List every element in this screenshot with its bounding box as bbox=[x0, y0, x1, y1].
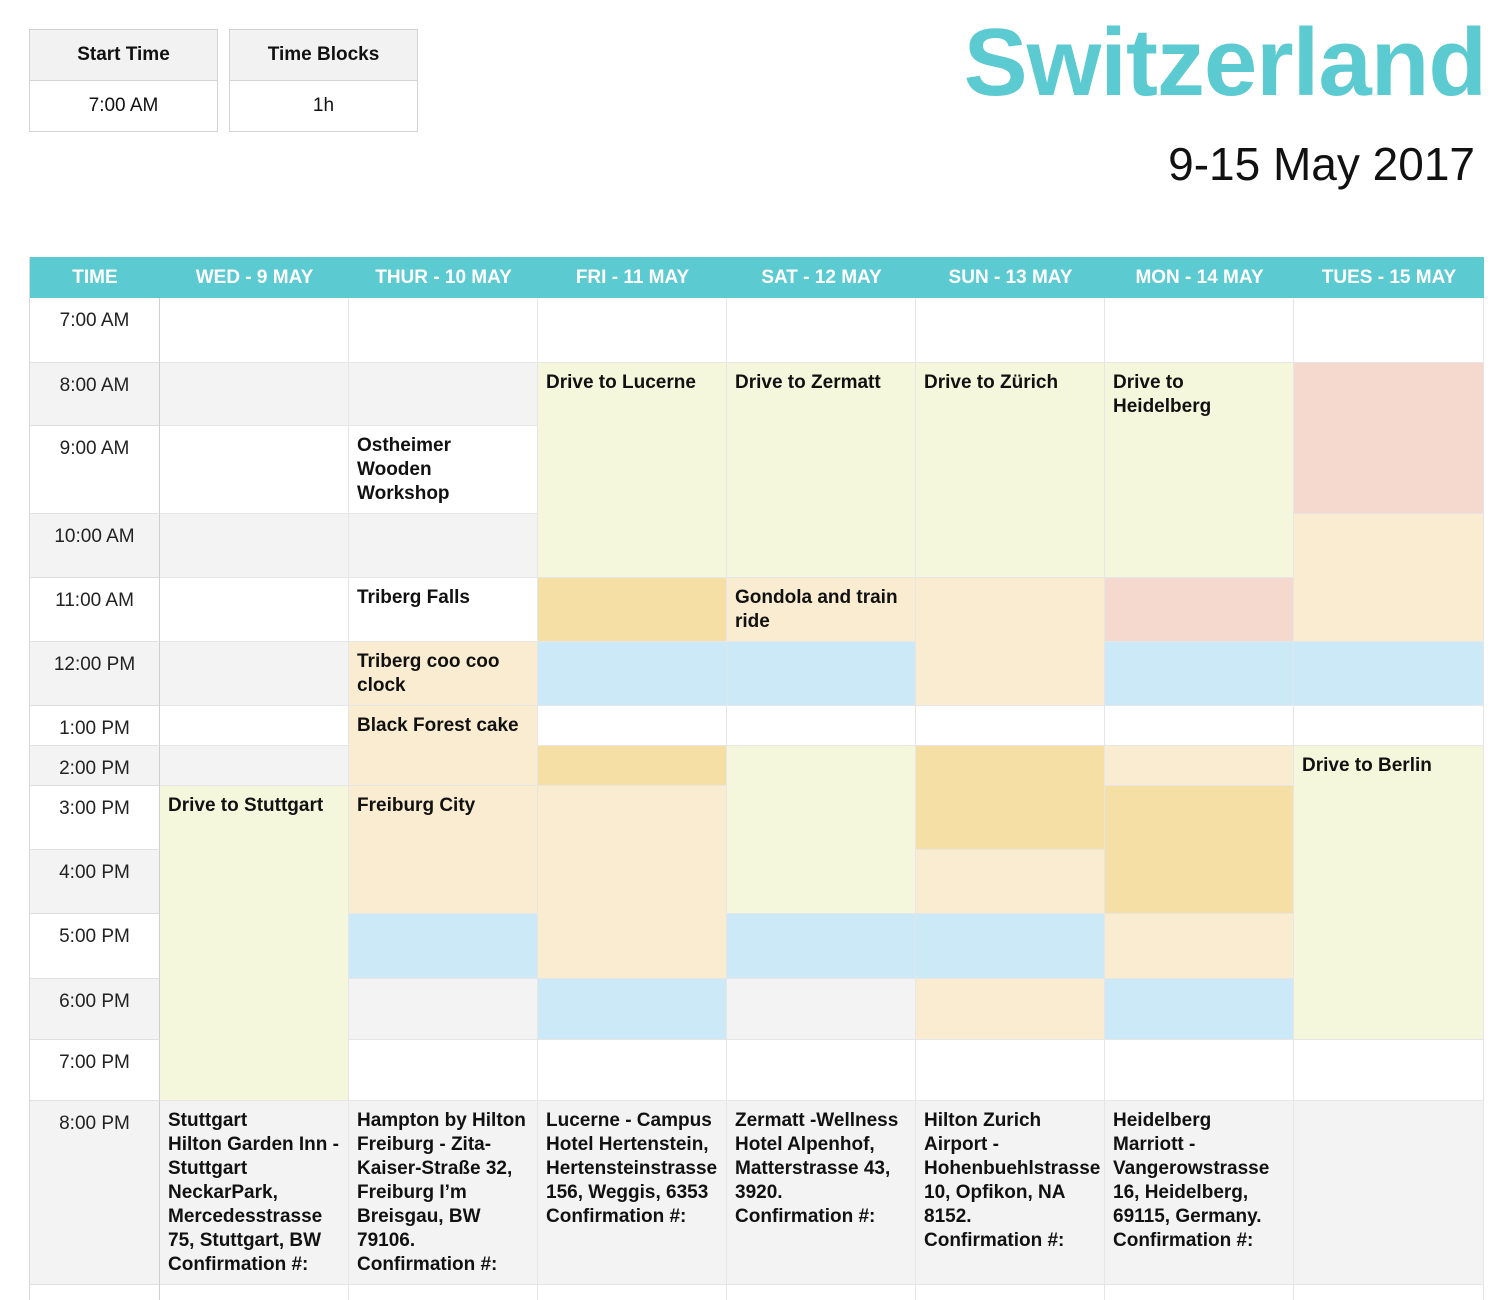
time-label: 7:00 PM bbox=[30, 1040, 160, 1101]
day-header-sat: SAT - 12 MAY bbox=[727, 257, 916, 298]
time-blocks-box bbox=[229, 29, 418, 132]
time-blocks-value[interactable]: 1h bbox=[312, 95, 335, 116]
schedule-cell[interactable] bbox=[538, 786, 727, 979]
day-header-mon: MON - 14 MAY bbox=[1105, 257, 1294, 298]
schedule-cell[interactable] bbox=[538, 298, 727, 363]
schedule-cell[interactable] bbox=[1105, 786, 1294, 914]
schedule-cell[interactable] bbox=[1294, 1040, 1484, 1101]
schedule-cell[interactable] bbox=[1294, 514, 1484, 642]
schedule-cell[interactable] bbox=[349, 914, 538, 979]
time-label: 8:00 PM bbox=[30, 1101, 160, 1285]
schedule-cell[interactable] bbox=[1294, 642, 1484, 706]
schedule-cell[interactable] bbox=[916, 1040, 1105, 1101]
schedule-cell[interactable] bbox=[160, 642, 349, 706]
hotel-cell-thu[interactable]: Hampton by Hilton Freiburg - Zita-Kaiser-Straße 32, Freiburg I’m Breisgau, BW 79106. Confirmation #: bbox=[349, 1101, 538, 1285]
time-label: 10:00 AM bbox=[30, 514, 160, 578]
time-label: 6:00 PM bbox=[30, 979, 160, 1040]
time-label: 4:00 PM bbox=[30, 850, 160, 914]
schedule-cell[interactable] bbox=[160, 298, 349, 363]
schedule-cell[interactable] bbox=[538, 1285, 727, 1300]
time-label: 11:00 AM bbox=[30, 578, 160, 642]
event-ostheimer-workshop[interactable]: Ostheimer Wooden Workshop bbox=[349, 426, 538, 514]
event-black-forest-cake[interactable]: Black Forest cake bbox=[349, 706, 538, 786]
schedule-cell[interactable] bbox=[1105, 979, 1294, 1040]
hotel-cell-sat[interactable]: Zermatt -Wellness Hotel Alpenhof, Matterstrasse 43, 3920. Confirmation #: bbox=[727, 1101, 916, 1285]
schedule-cell[interactable] bbox=[349, 979, 538, 1040]
time-label: 12:00 PM bbox=[30, 642, 160, 706]
schedule-cell[interactable] bbox=[727, 1040, 916, 1101]
start-time-box bbox=[29, 29, 218, 132]
event-drive-to-heidelberg[interactable]: Drive to Heidelberg bbox=[1105, 363, 1294, 578]
schedule-cell[interactable] bbox=[727, 746, 916, 914]
schedule-cell[interactable] bbox=[727, 1285, 916, 1300]
event-drive-to-stuttgart[interactable]: Drive to Stuttgart bbox=[160, 786, 349, 1101]
schedule-cell[interactable] bbox=[538, 746, 727, 786]
schedule-cell[interactable] bbox=[160, 1285, 349, 1300]
schedule-cell[interactable] bbox=[160, 363, 349, 426]
schedule-cell[interactable] bbox=[916, 1285, 1105, 1300]
schedule-cell[interactable] bbox=[538, 578, 727, 642]
schedule-cell[interactable] bbox=[1105, 706, 1294, 746]
schedule-cell[interactable] bbox=[160, 706, 349, 746]
hotel-cell-mon[interactable]: Heidelberg Marriott - Vangerowstrasse 16, Heidelberg, 69115, Germany. Confirmation #: bbox=[1105, 1101, 1294, 1285]
schedule-cell[interactable] bbox=[349, 514, 538, 578]
schedule-cell[interactable] bbox=[1105, 578, 1294, 642]
event-drive-to-zermatt[interactable]: Drive to Zermatt bbox=[727, 363, 916, 578]
schedule-cell[interactable] bbox=[538, 706, 727, 746]
schedule-cell[interactable] bbox=[727, 298, 916, 363]
schedule-cell[interactable] bbox=[349, 363, 538, 426]
event-triberg-falls[interactable]: Triberg Falls bbox=[349, 578, 538, 642]
schedule-cell[interactable] bbox=[160, 746, 349, 786]
time-label: 8:00 AM bbox=[30, 363, 160, 426]
event-drive-to-berlin[interactable]: Drive to Berlin bbox=[1294, 746, 1484, 1040]
schedule-cell[interactable] bbox=[727, 914, 916, 979]
hotel-cell-fri[interactable]: Lucerne - Campus Hotel Hertenstein, Hertensteinstrasse 156, Weggis, 6353 Confirmation #: bbox=[538, 1101, 727, 1285]
date-range: 9-15 May 2017 bbox=[1168, 138, 1475, 190]
schedule-cell[interactable] bbox=[916, 914, 1105, 979]
schedule-cell[interactable] bbox=[538, 1040, 727, 1101]
schedule-cell[interactable] bbox=[1105, 914, 1294, 979]
day-header-tue: TUES - 15 MAY bbox=[1294, 257, 1484, 298]
time-label: 7:00 AM bbox=[30, 298, 160, 363]
schedule-cell[interactable] bbox=[1105, 298, 1294, 363]
time-column-header: TIME bbox=[30, 257, 160, 298]
time-label: 1:00 PM bbox=[30, 706, 160, 746]
day-header-wed: WED - 9 MAY bbox=[160, 257, 349, 298]
hotel-cell-tue[interactable] bbox=[1294, 1101, 1484, 1285]
schedule-cell[interactable] bbox=[349, 1040, 538, 1101]
schedule-cell[interactable] bbox=[160, 578, 349, 642]
event-drive-to-zurich[interactable]: Drive to Zürich bbox=[916, 363, 1105, 578]
schedule-cell[interactable] bbox=[1105, 1285, 1294, 1300]
schedule-cell[interactable] bbox=[1105, 1040, 1294, 1101]
start-time-value[interactable]: 7:00 AM bbox=[88, 95, 159, 116]
schedule-cell[interactable] bbox=[1294, 363, 1484, 514]
hotel-cell-sun[interactable]: Hilton Zurich Airport - Hohenbuehlstrasse 10, Opfikon, NA 8152. Confirmation #: bbox=[916, 1101, 1105, 1285]
schedule-cell[interactable] bbox=[916, 850, 1105, 914]
schedule-cell[interactable] bbox=[538, 642, 727, 706]
event-freiburg-city[interactable]: Freiburg City bbox=[349, 786, 538, 914]
schedule-cell[interactable] bbox=[160, 426, 349, 514]
schedule-cell[interactable] bbox=[1294, 706, 1484, 746]
page-title: Switzerland bbox=[963, 9, 1486, 116]
schedule-cell[interactable] bbox=[916, 979, 1105, 1040]
schedule-cell[interactable] bbox=[727, 642, 916, 706]
time-blocks-label: Time Blocks bbox=[230, 30, 417, 81]
schedule-cell[interactable] bbox=[916, 298, 1105, 363]
schedule-cell[interactable] bbox=[538, 979, 727, 1040]
schedule-cell[interactable] bbox=[727, 706, 916, 746]
schedule-cell[interactable] bbox=[1105, 642, 1294, 706]
event-gondola-train[interactable]: Gondola and train ride bbox=[727, 578, 916, 642]
day-header-fri: FRI - 11 MAY bbox=[538, 257, 727, 298]
schedule-cell[interactable] bbox=[349, 1285, 538, 1300]
schedule-grid bbox=[29, 257, 1484, 1300]
schedule-cell[interactable] bbox=[1294, 298, 1484, 363]
schedule-cell[interactable] bbox=[160, 514, 349, 578]
schedule-cell[interactable] bbox=[916, 706, 1105, 746]
time-label: 9:00 AM bbox=[30, 426, 160, 514]
schedule-cell[interactable] bbox=[916, 578, 1105, 706]
time-label: 3:00 PM bbox=[30, 786, 160, 850]
schedule-cell[interactable] bbox=[349, 298, 538, 363]
time-label: 5:00 PM bbox=[30, 914, 160, 979]
day-header-thu: THUR - 10 MAY bbox=[349, 257, 538, 298]
event-drive-to-lucerne[interactable]: Drive to Lucerne bbox=[538, 363, 727, 578]
start-time-label: Start Time bbox=[30, 30, 217, 81]
time-label-overflow bbox=[30, 1285, 160, 1300]
event-triberg-clock[interactable]: Triberg coo coo clock bbox=[349, 642, 538, 706]
schedule-cell[interactable] bbox=[727, 979, 916, 1040]
time-label: 2:00 PM bbox=[30, 746, 160, 786]
day-header-sun: SUN - 13 MAY bbox=[916, 257, 1105, 298]
hotel-cell-wed[interactable]: Stuttgart Hilton Garden Inn - Stuttgart NeckarPark, Mercedesstrasse 75, Stuttgart, BW Confirmation #: bbox=[160, 1101, 349, 1285]
schedule-cell[interactable] bbox=[1294, 1285, 1484, 1300]
schedule-cell[interactable] bbox=[1105, 746, 1294, 786]
schedule-cell[interactable] bbox=[916, 746, 1105, 850]
